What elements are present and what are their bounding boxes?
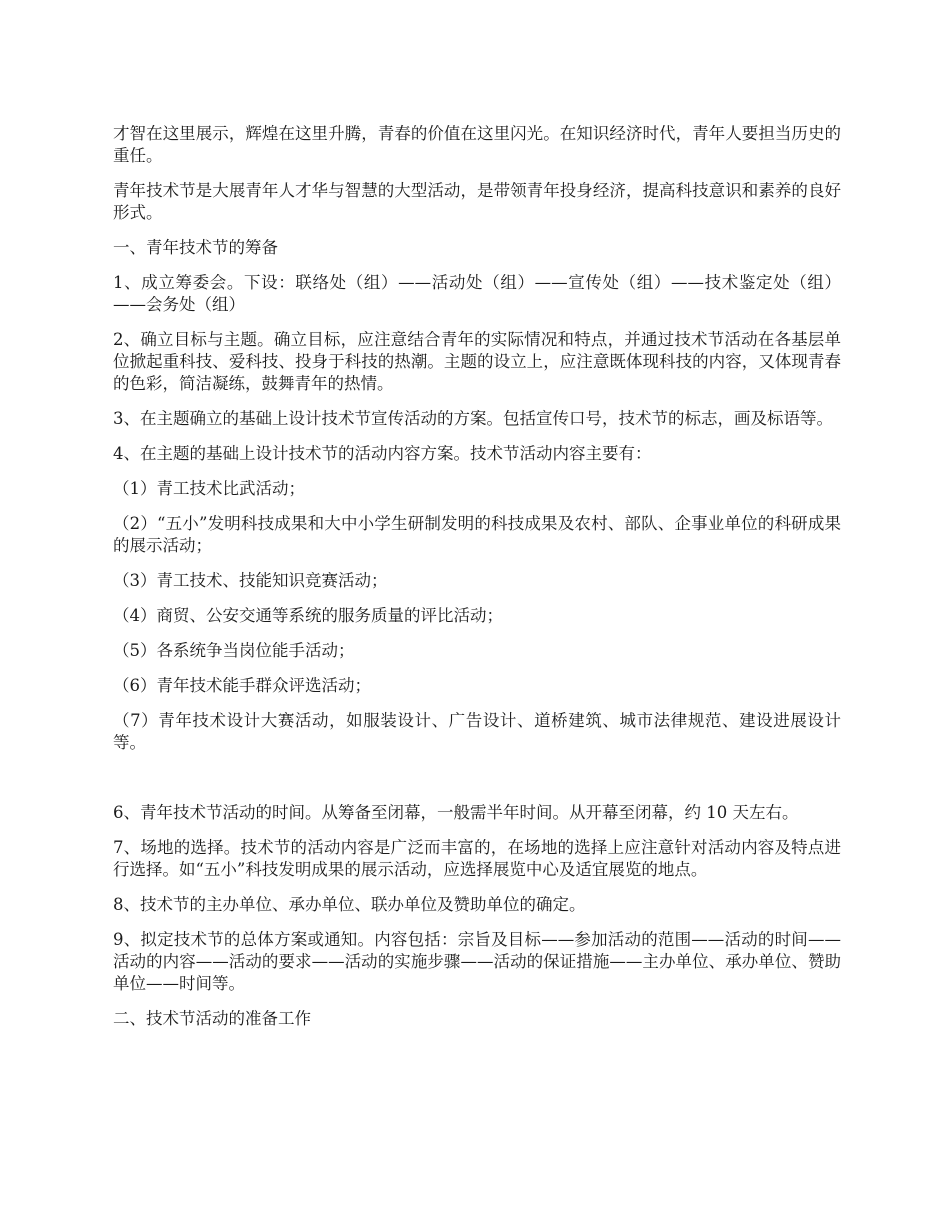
blank-gap — [113, 767, 841, 802]
list-item: 1、成立筹委会。下设：联络处（组）——活动处（组）——宣传处（组）——技术鉴定处（组）——会务处（组） — [113, 273, 841, 314]
sub-list-item: （7）青年技术设计大赛活动，如服装设计、广告设计、道桥建筑、城市法律规范、建设进展设计等。 — [113, 711, 841, 752]
document-page — [113, 123, 841, 1043]
sub-list-item: （5）各系统争当岗位能手活动； — [113, 641, 355, 660]
section-heading-preparation: 一、青年技术节的筹备 — [113, 238, 278, 257]
section-heading-prep-work: 二、技术节活动的准备工作 — [113, 1009, 311, 1028]
list-item: 9、拟定技术节的总体方案或通知。内容包括：宗旨及目标——参加活动的范围——活动的时间——活动的内容——活动的要求——活动的实施步骤——活动的保证措施——主办单位、承办单位、赞助单位——时间等。 — [113, 930, 841, 993]
sub-list-item: （2）“五小”发明科技成果和大中小学生研制发明的科技成果及农村、部队、企事业单位的科研成果的展示活动； — [113, 514, 841, 555]
list-item: 3、在主题确立的基础上设计技术节宣传活动的方案。包括宣传口号，技术节的标志，画及标语等。 — [113, 409, 833, 428]
list-item: 8、技术节的主办单位、承办单位、联办单位及赞助单位的确定。 — [113, 895, 586, 914]
list-item: 2、确立目标与主题。确立目标，应注意结合青年的实际情况和特点，并通过技术节活动在各基层单位掀起重科技、爱科技、投身于科技的热潮。主题的设立上，应注意既体现科技的内容，又体现青春的色彩，简洁凝练，鼓舞青年的热情。 — [113, 330, 841, 393]
list-item: 6、青年技术节活动的时间。从筹备至闭幕，一般需半年时间。从开幕至闭幕，约 10 天左右。 — [113, 803, 799, 822]
sub-list-item: （3）青工技术、技能知识竞赛活动； — [113, 571, 388, 590]
definition-paragraph: 青年技术节是大展青年人才华与智慧的大型活动，是带领青年投身经济，提高科技意识和素养的良好形式。 — [113, 181, 841, 222]
sub-list-item: （6）青年技术能手群众评选活动； — [113, 676, 371, 695]
list-item: 7、场地的选择。技术节的活动内容是广泛而丰富的，在场地的选择上应注意针对活动内容及特点进行选择。如“五小”科技发明成果的展示活动，应选择展览中心及适宜展览的地点。 — [113, 838, 841, 879]
sub-list-item: （4）商贸、公安交通等系统的服务质量的评比活动； — [113, 606, 503, 625]
sub-list-item: （1）青工技术比武活动； — [113, 479, 305, 498]
list-item: 4、在主题的基础上设计技术节的活动内容方案。技术节活动内容主要有： — [113, 444, 652, 463]
intro-paragraph: 才智在这里展示，辉煌在这里升腾，青春的价值在这里闪光。在知识经济时代，青年人要担当历史的重任。 — [113, 124, 841, 165]
